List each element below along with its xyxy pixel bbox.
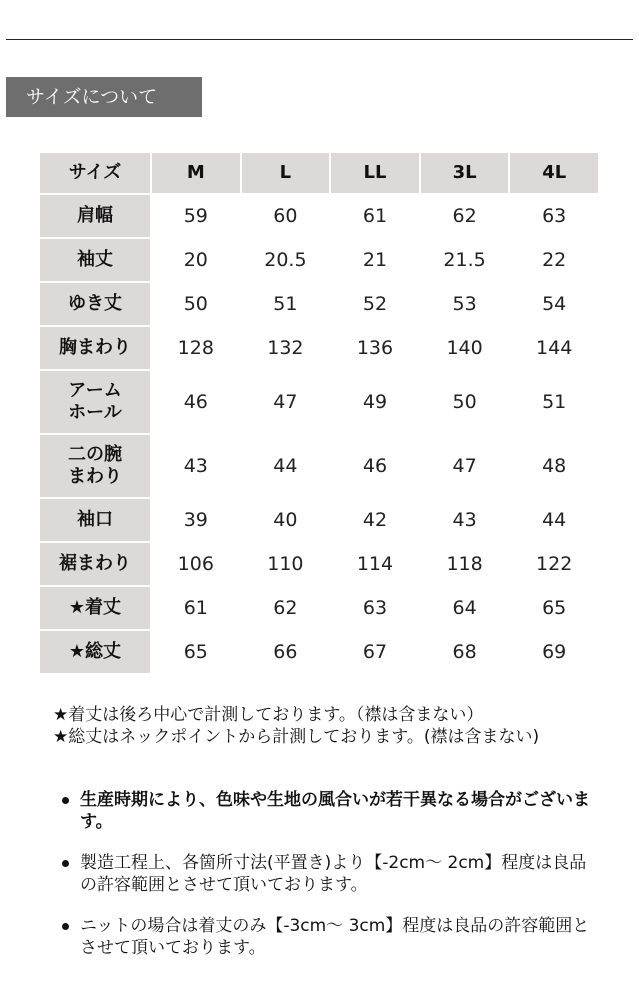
- table-cell: 66: [242, 631, 330, 673]
- table-cell: 44: [510, 499, 598, 541]
- table-cell: 60: [242, 195, 330, 237]
- size-table: [38, 151, 600, 675]
- table-cell: 43: [421, 499, 509, 541]
- table-cell: 122: [510, 543, 598, 585]
- table-cell: 52: [331, 283, 419, 325]
- size-header-l: L: [242, 153, 330, 193]
- table-row: [40, 283, 598, 325]
- table-cell: 46: [152, 371, 240, 433]
- table-cell: 61: [152, 587, 240, 629]
- table-cell: 67: [331, 631, 419, 673]
- table-cell: 47: [242, 371, 330, 433]
- row-label: アーム ホール: [40, 371, 150, 433]
- table-row: [40, 543, 598, 585]
- table-cell: 65: [152, 631, 240, 673]
- table-row: [40, 499, 598, 541]
- table-cell: 39: [152, 499, 240, 541]
- measurement-notes: [53, 704, 593, 748]
- bullet-icon: [62, 860, 69, 867]
- row-label: ★総丈: [40, 631, 150, 673]
- size-header-m: M: [152, 153, 240, 193]
- table-cell: 49: [331, 371, 419, 433]
- table-cell: 48: [510, 435, 598, 497]
- table-cell: 46: [331, 435, 419, 497]
- table-row: [40, 195, 598, 237]
- table-cell: 136: [331, 327, 419, 369]
- table-cell: 42: [331, 499, 419, 541]
- table-cell: 47: [421, 435, 509, 497]
- table-cell: 68: [421, 631, 509, 673]
- list-item: [60, 789, 590, 833]
- table-row: [40, 239, 598, 281]
- size-header-ll: LL: [331, 153, 419, 193]
- table-row: [40, 327, 598, 369]
- table-row: [40, 371, 598, 433]
- table-cell: 40: [242, 499, 330, 541]
- bullet-icon: [62, 923, 69, 930]
- list-item: [60, 915, 590, 959]
- corner-header: サイズ: [40, 153, 150, 193]
- table-cell: 114: [331, 543, 419, 585]
- note-length: ★着丈は後ろ中心で計測しております。（襟は含まない）: [53, 705, 484, 725]
- list-item-text: 生産時期により、色味や生地の風合いが若干異なる場合がございます。: [80, 790, 590, 832]
- size-header-4l: 4L: [510, 153, 598, 193]
- row-label: 肩幅: [40, 195, 150, 237]
- table-cell: 50: [152, 283, 240, 325]
- row-label: 二の腕 まわり: [40, 435, 150, 497]
- table-cell: 63: [331, 587, 419, 629]
- table-cell: 118: [421, 543, 509, 585]
- table-cell: 59: [152, 195, 240, 237]
- table-cell: 140: [421, 327, 509, 369]
- row-label: 袖口: [40, 499, 150, 541]
- table-cell: 106: [152, 543, 240, 585]
- table-cell: 20: [152, 239, 240, 281]
- table-cell: 51: [242, 283, 330, 325]
- table-cell: 132: [242, 327, 330, 369]
- table-row: [40, 631, 598, 673]
- table-cell: 63: [510, 195, 598, 237]
- disclaimer-list: [60, 789, 590, 978]
- table-cell: 64: [421, 587, 509, 629]
- row-label: ★着丈: [40, 587, 150, 629]
- table-cell: 65: [510, 587, 598, 629]
- table-cell: 69: [510, 631, 598, 673]
- list-item-text: 製造工程上、各箇所寸法(平置き)より【-2cm～ 2cm】程度は良品の許容範囲とさせて頂いております。: [80, 853, 587, 895]
- bullet-icon: [62, 797, 69, 804]
- section-title: サイズについて: [6, 77, 202, 117]
- row-label: 胸まわり: [40, 327, 150, 369]
- table-cell: 128: [152, 327, 240, 369]
- table-cell: 61: [331, 195, 419, 237]
- table-cell: 51: [510, 371, 598, 433]
- size-header-row: [40, 153, 598, 193]
- table-cell: 44: [242, 435, 330, 497]
- table-cell: 43: [152, 435, 240, 497]
- table-cell: 54: [510, 283, 598, 325]
- table-cell: 22: [510, 239, 598, 281]
- row-label: 袖丈: [40, 239, 150, 281]
- table-row: [40, 587, 598, 629]
- table-cell: 21.5: [421, 239, 509, 281]
- table-cell: 110: [242, 543, 330, 585]
- table-cell: 53: [421, 283, 509, 325]
- table-cell: 21: [331, 239, 419, 281]
- size-header-3l: 3L: [421, 153, 509, 193]
- table-row: [40, 435, 598, 497]
- table-cell: 62: [242, 587, 330, 629]
- top-divider: [6, 39, 633, 40]
- table-cell: 50: [421, 371, 509, 433]
- table-cell: 20.5: [242, 239, 330, 281]
- list-item-text: ニットの場合は着丈のみ【-3cm～ 3cm】程度は良品の許容範囲とさせて頂いております。: [80, 916, 590, 958]
- table-cell: 144: [510, 327, 598, 369]
- table-cell: 62: [421, 195, 509, 237]
- row-label: 裾まわり: [40, 543, 150, 585]
- list-item: [60, 852, 590, 896]
- note-total-length: ★総丈はネックポイントから計測しております。(襟は含まない): [53, 727, 540, 747]
- row-label: ゆき丈: [40, 283, 150, 325]
